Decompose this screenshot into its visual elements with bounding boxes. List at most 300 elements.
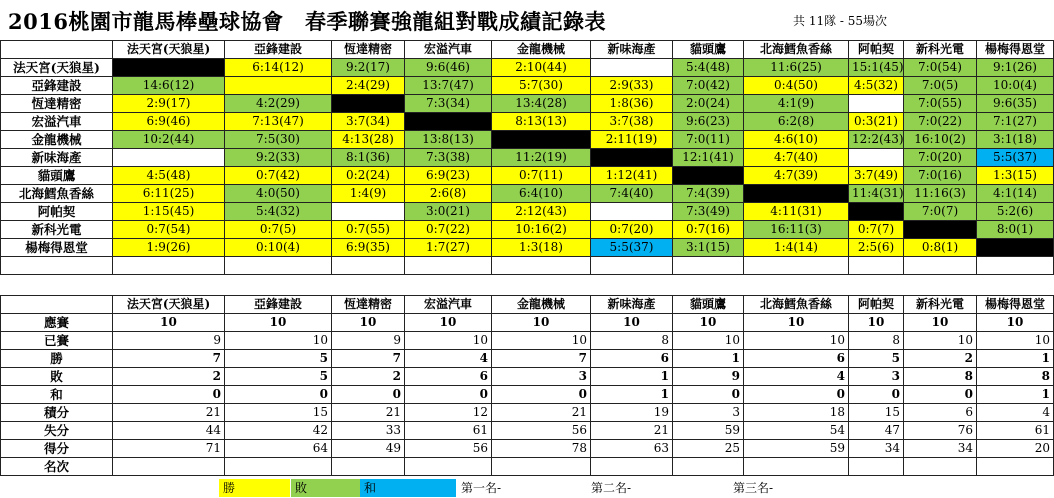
stat-value: 0 xyxy=(904,386,977,404)
stat-value: 61 xyxy=(977,422,1054,440)
match-result-cell: 0:7(7) xyxy=(849,221,904,239)
match-result-cell: 2:11(19) xyxy=(591,131,673,149)
match-result-cell: 10:2(44) xyxy=(113,131,225,149)
self-match-cell xyxy=(492,131,591,149)
match-result-cell: 3:7(38) xyxy=(591,113,673,131)
match-result-cell: 0:7(55) xyxy=(332,221,405,239)
stat-value: 6 xyxy=(904,404,977,422)
stat-value: 5 xyxy=(225,368,332,386)
column-header-team: 新科光電 xyxy=(904,41,977,59)
stat-value: 54 xyxy=(744,422,849,440)
match-result-cell: 7:0(5) xyxy=(904,77,977,95)
match-result-cell: 4:11(31) xyxy=(744,203,849,221)
blank-cell xyxy=(591,257,673,275)
stat-value: 59 xyxy=(673,422,744,440)
match-result-cell: 1:3(15) xyxy=(977,167,1054,185)
match-result-cell: 1:4(14) xyxy=(744,239,849,257)
stat-label: 勝 xyxy=(1,350,113,368)
stat-value: 64 xyxy=(225,440,332,458)
stat-value: 34 xyxy=(904,440,977,458)
self-match-cell xyxy=(849,203,904,221)
match-result-cell: 1:12(41) xyxy=(591,167,673,185)
standings-row xyxy=(1,422,1054,440)
column-header-team: 楊梅得恩堂 xyxy=(977,296,1054,314)
stat-value: 34 xyxy=(849,440,904,458)
match-result-cell: 1:3(18) xyxy=(492,239,591,257)
row-header-team: 楊梅得恩堂 xyxy=(1,239,113,257)
match-result-cell: 5:2(6) xyxy=(977,203,1054,221)
stat-label: 失分 xyxy=(1,422,113,440)
row-header-team: 宏溢汽車 xyxy=(1,113,113,131)
stat-value: 61 xyxy=(405,422,492,440)
column-header-team: 宏溢汽車 xyxy=(405,296,492,314)
stat-value: 0 xyxy=(673,386,744,404)
stat-value: 10 xyxy=(673,314,744,332)
match-result-cell: 4:13(28) xyxy=(332,131,405,149)
stat-value: 71 xyxy=(113,440,225,458)
stat-value: 56 xyxy=(405,440,492,458)
stat-value: 47 xyxy=(849,422,904,440)
match-result-cell: 3:1(18) xyxy=(977,131,1054,149)
match-result-cell: 7:0(7) xyxy=(904,203,977,221)
stat-value: 10 xyxy=(225,314,332,332)
standings-row xyxy=(1,440,1054,458)
self-match-cell xyxy=(977,239,1054,257)
stat-value xyxy=(744,458,849,476)
row-header-team: 亞鋒建設 xyxy=(1,77,113,95)
stat-value: 7 xyxy=(113,350,225,368)
stat-value: 10 xyxy=(673,332,744,350)
stat-value: 56 xyxy=(492,422,591,440)
match-result-cell xyxy=(225,77,332,95)
match-result-cell: 8:0(1) xyxy=(977,221,1054,239)
legend xyxy=(0,479,1014,497)
stat-value: 0 xyxy=(744,386,849,404)
legend-tie: 和 xyxy=(360,479,456,497)
column-header-team: 亞鋒建設 xyxy=(225,41,332,59)
match-result-cell: 7:4(39) xyxy=(673,185,744,203)
stat-value: 4 xyxy=(744,368,849,386)
blank-cell xyxy=(744,257,849,275)
match-result-cell: 7:1(27) xyxy=(977,113,1054,131)
match-result-cell: 6:11(25) xyxy=(113,185,225,203)
results-row xyxy=(1,95,1054,113)
match-result-cell: 7:0(55) xyxy=(904,95,977,113)
match-result-cell: 0:8(1) xyxy=(904,239,977,257)
match-result-cell: 4:1(14) xyxy=(977,185,1054,203)
match-result-cell: 9:6(23) xyxy=(673,113,744,131)
stat-value: 10 xyxy=(492,314,591,332)
column-header-team: 恆達精密 xyxy=(332,296,405,314)
stat-value: 19 xyxy=(591,404,673,422)
match-result-cell: 7:13(47) xyxy=(225,113,332,131)
stat-value: 59 xyxy=(744,440,849,458)
match-result-cell: 6:9(23) xyxy=(405,167,492,185)
results-row xyxy=(1,113,1054,131)
stat-label: 名次 xyxy=(1,458,113,476)
column-header-team: 北海鱈魚香絲 xyxy=(744,41,849,59)
stat-value: 76 xyxy=(904,422,977,440)
stat-value xyxy=(113,458,225,476)
match-result-cell: 12:2(43) xyxy=(849,131,904,149)
blank-cell xyxy=(1,257,113,275)
stat-value: 20 xyxy=(977,440,1054,458)
match-result-cell: 14:6(12) xyxy=(113,77,225,95)
stat-value: 4 xyxy=(405,350,492,368)
match-result-cell xyxy=(332,203,405,221)
stat-value: 3 xyxy=(673,404,744,422)
stat-value: 18 xyxy=(744,404,849,422)
stat-value: 2 xyxy=(113,368,225,386)
stat-value: 2 xyxy=(904,350,977,368)
column-header-team: 金龍機械 xyxy=(492,41,591,59)
stat-value: 9 xyxy=(113,332,225,350)
stat-value: 10 xyxy=(113,314,225,332)
row-header-team: 貓頭鷹 xyxy=(1,167,113,185)
column-header-team: 阿帕契 xyxy=(849,41,904,59)
corner-cell xyxy=(1,41,113,59)
column-header-team: 法天宮(天狼星) xyxy=(113,296,225,314)
stat-value xyxy=(904,458,977,476)
blank-cell xyxy=(225,257,332,275)
column-header-team: 恆達精密 xyxy=(332,41,405,59)
match-result-cell: 2:0(24) xyxy=(673,95,744,113)
match-result-cell: 2:5(6) xyxy=(849,239,904,257)
results-row xyxy=(1,203,1054,221)
column-header-team: 亞鋒建設 xyxy=(225,296,332,314)
row-header-team: 恆達精密 xyxy=(1,95,113,113)
match-result-cell: 0:2(24) xyxy=(332,167,405,185)
match-result-cell: 4:6(10) xyxy=(744,131,849,149)
stat-value: 44 xyxy=(113,422,225,440)
match-result-cell: 3:7(34) xyxy=(332,113,405,131)
match-result-cell: 2:9(17) xyxy=(113,95,225,113)
stat-value: 5 xyxy=(849,350,904,368)
stat-value xyxy=(492,458,591,476)
results-header-row xyxy=(1,41,1054,59)
standings-row xyxy=(1,368,1054,386)
match-result-cell xyxy=(591,203,673,221)
stat-value: 63 xyxy=(591,440,673,458)
stat-value: 21 xyxy=(332,404,405,422)
match-result-cell: 12:1(41) xyxy=(673,149,744,167)
legend-first-place: 第一名- xyxy=(461,481,502,495)
match-result-cell: 1:15(45) xyxy=(113,203,225,221)
results-row xyxy=(1,167,1054,185)
column-header-team: 貓頭鷹 xyxy=(673,41,744,59)
stat-value: 10 xyxy=(405,332,492,350)
match-result-cell: 7:4(40) xyxy=(591,185,673,203)
stat-value: 10 xyxy=(332,314,405,332)
match-result-cell: 8:1(36) xyxy=(332,149,405,167)
stat-value: 1 xyxy=(977,386,1054,404)
match-result-cell: 10:16(2) xyxy=(492,221,591,239)
stat-value: 7 xyxy=(332,350,405,368)
stat-value: 21 xyxy=(113,404,225,422)
stat-value: 6 xyxy=(591,350,673,368)
results-row xyxy=(1,131,1054,149)
match-result-cell: 9:6(35) xyxy=(977,95,1054,113)
stat-value xyxy=(405,458,492,476)
match-result-cell: 13:8(13) xyxy=(405,131,492,149)
column-header-team: 金龍機械 xyxy=(492,296,591,314)
stat-label: 和 xyxy=(1,386,113,404)
stat-value: 8 xyxy=(849,332,904,350)
row-header-team: 阿帕契 xyxy=(1,203,113,221)
match-result-cell: 7:3(38) xyxy=(405,149,492,167)
stat-label: 得分 xyxy=(1,440,113,458)
results-row xyxy=(1,149,1054,167)
match-result-cell: 10:0(4) xyxy=(977,77,1054,95)
stat-value: 21 xyxy=(492,404,591,422)
match-result-cell: 9:2(17) xyxy=(332,59,405,77)
match-result-cell: 0:7(54) xyxy=(113,221,225,239)
stat-value: 33 xyxy=(332,422,405,440)
stat-value: 10 xyxy=(904,314,977,332)
match-result-cell: 9:2(33) xyxy=(225,149,332,167)
stat-value xyxy=(332,458,405,476)
match-result-cell: 7:3(34) xyxy=(405,95,492,113)
stat-value: 3 xyxy=(849,368,904,386)
match-result-cell: 5:4(48) xyxy=(673,59,744,77)
column-header-team: 法天宮(天狼星) xyxy=(113,41,225,59)
blank-row xyxy=(1,257,1054,275)
match-result-cell: 4:2(29) xyxy=(225,95,332,113)
blank-cell xyxy=(332,257,405,275)
match-result-cell: 4:7(39) xyxy=(744,167,849,185)
match-result-cell: 7:0(22) xyxy=(904,113,977,131)
stat-value: 78 xyxy=(492,440,591,458)
self-match-cell xyxy=(113,59,225,77)
stat-label: 應賽 xyxy=(1,314,113,332)
match-result-cell: 15:1(45) xyxy=(849,59,904,77)
stat-value: 10 xyxy=(492,332,591,350)
match-result-cell: 2:12(43) xyxy=(492,203,591,221)
match-result-cell xyxy=(849,95,904,113)
stat-value: 0 xyxy=(405,386,492,404)
blank-cell xyxy=(405,257,492,275)
standings-header-row xyxy=(1,296,1054,314)
match-result-cell: 2:9(33) xyxy=(591,77,673,95)
self-match-cell xyxy=(591,149,673,167)
stat-value: 10 xyxy=(405,314,492,332)
stat-value: 6 xyxy=(405,368,492,386)
match-result-cell: 11:4(31) xyxy=(849,185,904,203)
blank-cell xyxy=(904,257,977,275)
match-result-cell: 11:2(19) xyxy=(492,149,591,167)
corner-cell xyxy=(1,296,113,314)
self-match-cell xyxy=(332,95,405,113)
match-result-cell: 0:4(50) xyxy=(744,77,849,95)
legend-third-place: 第三名- xyxy=(733,481,774,495)
stat-value: 0 xyxy=(849,386,904,404)
stat-value: 0 xyxy=(113,386,225,404)
stat-value xyxy=(673,458,744,476)
match-result-cell: 3:7(49) xyxy=(849,167,904,185)
standings-row xyxy=(1,404,1054,422)
match-result-cell: 1:4(9) xyxy=(332,185,405,203)
standings-row xyxy=(1,350,1054,368)
stat-value: 10 xyxy=(977,314,1054,332)
stat-label: 已賽 xyxy=(1,332,113,350)
match-result-cell: 13:7(47) xyxy=(405,77,492,95)
stat-value xyxy=(977,458,1054,476)
column-header-team: 阿帕契 xyxy=(849,296,904,314)
row-header-team: 金龍機械 xyxy=(1,131,113,149)
match-result-cell: 3:0(21) xyxy=(405,203,492,221)
column-header-team: 新味海產 xyxy=(591,296,673,314)
self-match-cell xyxy=(744,185,849,203)
results-row xyxy=(1,239,1054,257)
row-header-team: 北海鱈魚香絲 xyxy=(1,185,113,203)
match-result-cell xyxy=(113,149,225,167)
self-match-cell xyxy=(673,167,744,185)
stat-value xyxy=(849,458,904,476)
stat-value: 1 xyxy=(977,350,1054,368)
stat-value: 10 xyxy=(591,314,673,332)
match-result-cell: 3:1(15) xyxy=(673,239,744,257)
row-header-team: 新科光電 xyxy=(1,221,113,239)
stat-value: 0 xyxy=(225,386,332,404)
stat-value: 42 xyxy=(225,422,332,440)
stat-value: 1 xyxy=(591,368,673,386)
match-result-cell: 7:0(16) xyxy=(904,167,977,185)
match-result-cell: 7:3(49) xyxy=(673,203,744,221)
self-match-cell xyxy=(904,221,977,239)
match-result-cell: 9:1(26) xyxy=(977,59,1054,77)
match-result-cell: 4:5(48) xyxy=(113,167,225,185)
match-result-cell: 13:4(28) xyxy=(492,95,591,113)
stat-value: 2 xyxy=(332,368,405,386)
match-result-cell: 5:5(37) xyxy=(977,149,1054,167)
match-count-note: 共 11隊 - 55場次 xyxy=(793,14,888,28)
standings-row xyxy=(1,386,1054,404)
match-result-cell: 2:6(8) xyxy=(405,185,492,203)
blank-cell xyxy=(113,257,225,275)
match-result-cell: 6:2(8) xyxy=(744,113,849,131)
legend-loss: 敗 xyxy=(291,479,363,497)
standings-row xyxy=(1,332,1054,350)
match-result-cell: 11:16(3) xyxy=(904,185,977,203)
match-result-cell: 6:9(46) xyxy=(113,113,225,131)
column-header-team: 宏溢汽車 xyxy=(405,41,492,59)
stat-value: 4 xyxy=(977,404,1054,422)
stat-label: 敗 xyxy=(1,368,113,386)
match-result-cell: 4:1(9) xyxy=(744,95,849,113)
stat-value: 0 xyxy=(492,386,591,404)
legend-win: 勝 xyxy=(219,479,290,497)
match-result-cell: 5:5(37) xyxy=(591,239,673,257)
match-result-cell: 0:10(4) xyxy=(225,239,332,257)
match-result-cell: 2:4(29) xyxy=(332,77,405,95)
match-result-cell: 8:13(13) xyxy=(492,113,591,131)
results-table xyxy=(0,40,1054,275)
stat-value: 3 xyxy=(492,368,591,386)
match-result-cell: 6:4(10) xyxy=(492,185,591,203)
page-title: 2016桃園市龍馬棒壘球協會 春季聯賽強龍組對戰成績記錄表 xyxy=(8,9,606,34)
column-header-team: 貓頭鷹 xyxy=(673,296,744,314)
stat-value: 9 xyxy=(332,332,405,350)
match-result-cell: 4:5(32) xyxy=(849,77,904,95)
match-result-cell: 0:7(16) xyxy=(673,221,744,239)
stat-value: 10 xyxy=(849,314,904,332)
standings-table xyxy=(0,295,1054,476)
stat-value: 6 xyxy=(744,350,849,368)
match-result-cell: 9:6(46) xyxy=(405,59,492,77)
stat-value: 15 xyxy=(225,404,332,422)
match-result-cell: 0:7(11) xyxy=(492,167,591,185)
stat-value xyxy=(591,458,673,476)
match-result-cell: 6:9(35) xyxy=(332,239,405,257)
stat-value: 49 xyxy=(332,440,405,458)
match-result-cell: 1:7(27) xyxy=(405,239,492,257)
match-result-cell: 16:10(2) xyxy=(904,131,977,149)
match-result-cell: 0:7(20) xyxy=(591,221,673,239)
match-result-cell: 7:0(20) xyxy=(904,149,977,167)
match-result-cell: 7:0(54) xyxy=(904,59,977,77)
stat-value: 10 xyxy=(744,332,849,350)
results-row xyxy=(1,185,1054,203)
match-result-cell: 1:9(26) xyxy=(113,239,225,257)
stat-value: 10 xyxy=(977,332,1054,350)
blank-cell xyxy=(977,257,1054,275)
match-result-cell: 4:0(50) xyxy=(225,185,332,203)
stat-value: 12 xyxy=(405,404,492,422)
stat-value: 9 xyxy=(673,368,744,386)
stat-value: 10 xyxy=(744,314,849,332)
match-result-cell: 1:8(36) xyxy=(591,95,673,113)
match-result-cell: 11:6(25) xyxy=(744,59,849,77)
stat-value: 10 xyxy=(904,332,977,350)
stat-value: 8 xyxy=(977,368,1054,386)
self-match-cell xyxy=(405,113,492,131)
column-header-team: 新味海產 xyxy=(591,41,673,59)
column-header-team: 新科光電 xyxy=(904,296,977,314)
stat-value: 25 xyxy=(673,440,744,458)
stat-value: 1 xyxy=(673,350,744,368)
match-result-cell: 16:11(3) xyxy=(744,221,849,239)
match-result-cell: 0:7(5) xyxy=(225,221,332,239)
match-result-cell: 7:0(11) xyxy=(673,131,744,149)
match-result-cell xyxy=(849,149,904,167)
legend-second-place: 第二名- xyxy=(591,481,632,495)
column-header-team: 楊梅得恩堂 xyxy=(977,41,1054,59)
match-result-cell: 6:14(12) xyxy=(225,59,332,77)
stat-value: 10 xyxy=(225,332,332,350)
blank-cell xyxy=(492,257,591,275)
match-result-cell: 7:5(30) xyxy=(225,131,332,149)
blank-cell xyxy=(673,257,744,275)
blank-cell xyxy=(849,257,904,275)
stat-value: 15 xyxy=(849,404,904,422)
column-header-team: 北海鱈魚香絲 xyxy=(744,296,849,314)
stat-value: 5 xyxy=(225,350,332,368)
match-result-cell: 0:7(42) xyxy=(225,167,332,185)
stat-label: 積分 xyxy=(1,404,113,422)
stat-value: 21 xyxy=(591,422,673,440)
match-result-cell xyxy=(591,59,673,77)
match-result-cell: 7:0(42) xyxy=(673,77,744,95)
results-row xyxy=(1,221,1054,239)
match-result-cell: 5:4(32) xyxy=(225,203,332,221)
stat-value: 0 xyxy=(332,386,405,404)
standings-row xyxy=(1,458,1054,476)
match-result-cell: 5:7(30) xyxy=(492,77,591,95)
results-row xyxy=(1,59,1054,77)
results-row xyxy=(1,77,1054,95)
match-result-cell: 4:7(40) xyxy=(744,149,849,167)
match-result-cell: 0:7(22) xyxy=(405,221,492,239)
